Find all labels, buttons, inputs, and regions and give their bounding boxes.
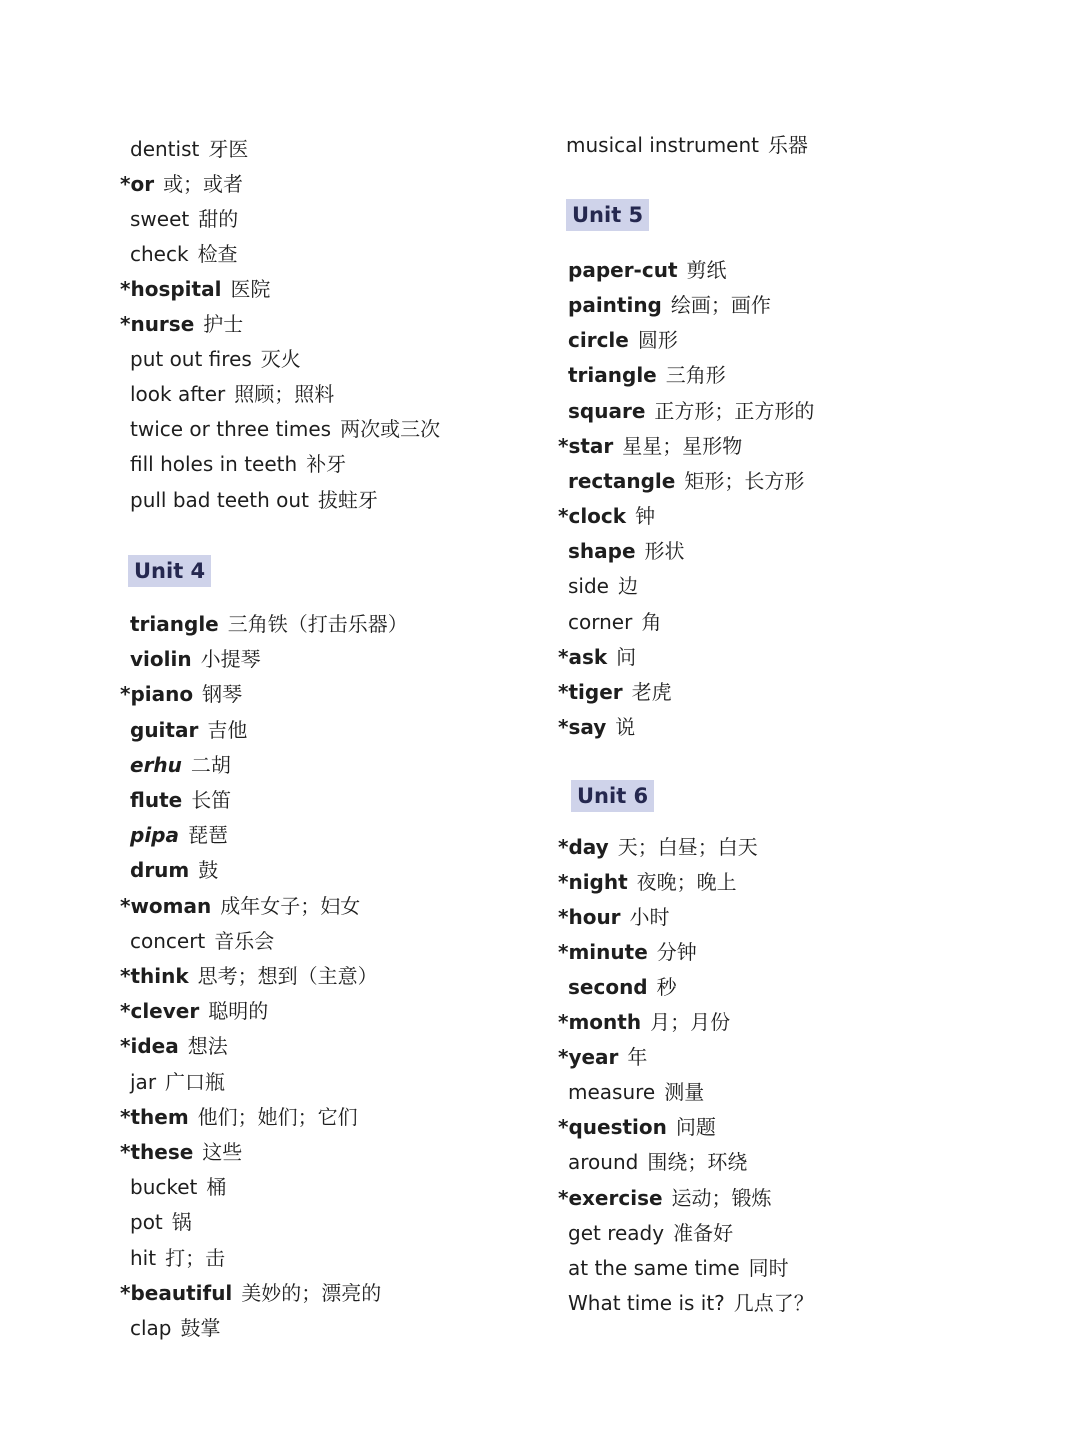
vocab-meaning: 打；击 xyxy=(165,1245,226,1270)
vocab-word: clap xyxy=(130,1316,172,1340)
vocab-meaning: 鼓掌 xyxy=(180,1316,221,1340)
vocab-word: paper-cut xyxy=(568,258,678,282)
vocab-word: drum xyxy=(130,858,190,883)
vocab-word: *woman xyxy=(120,893,212,918)
vocab-word: look after xyxy=(130,382,226,407)
vocab-entry xyxy=(568,292,771,318)
vocab-word: *clock xyxy=(558,504,627,529)
vocab-entry xyxy=(130,822,228,848)
vocab-entry xyxy=(558,1185,772,1211)
vocab-entry xyxy=(120,998,268,1024)
vocab-meaning: 牙医 xyxy=(208,137,249,161)
vocab-entry xyxy=(130,1174,226,1200)
vocab-entry xyxy=(130,487,378,513)
vocab-word: measure xyxy=(568,1080,656,1105)
vocab-word: erhu xyxy=(130,752,182,777)
vocab-meaning: 准备好 xyxy=(673,1220,734,1245)
vocab-entry xyxy=(130,1209,192,1235)
vocab-meaning: 夜晚；晚上 xyxy=(636,870,737,895)
vocab-word: *nurse xyxy=(120,312,195,337)
vocab-entry xyxy=(120,1033,228,1059)
vocab-meaning: 钢琴 xyxy=(202,682,243,707)
vocab-entry xyxy=(120,1139,242,1165)
vocab-entry xyxy=(568,327,678,353)
vocab-meaning: 灭火 xyxy=(260,347,301,372)
vocab-word: *clever xyxy=(120,999,200,1024)
vocab-entry xyxy=(130,1315,221,1341)
vocab-entry xyxy=(130,646,261,672)
vocab-word: at the same time xyxy=(568,1255,740,1280)
vocab-entry xyxy=(120,681,242,707)
vocab-entry xyxy=(130,451,346,477)
vocab-meaning: 测量 xyxy=(664,1080,705,1105)
vocab-word: circle xyxy=(568,328,629,353)
vocab-meaning: 同时 xyxy=(748,1255,789,1280)
vocab-word: pot xyxy=(130,1210,163,1235)
vocab-entry xyxy=(568,1220,733,1246)
vocab-entry xyxy=(568,609,661,635)
vocab-entry xyxy=(558,644,636,670)
vocab-entry xyxy=(558,904,670,930)
vocab-meaning: 补牙 xyxy=(306,452,347,477)
vocab-meaning: 正方形；正方形的 xyxy=(654,398,815,423)
vocab-meaning: 矩形；长方形 xyxy=(684,468,805,493)
vocab-entry xyxy=(120,171,243,197)
vocab-meaning: 问 xyxy=(616,644,637,669)
vocab-meaning: 说 xyxy=(615,714,636,739)
vocab-meaning: 他们；她们；它们 xyxy=(197,1104,358,1129)
vocab-word: *minute xyxy=(558,940,648,965)
vocab-entry xyxy=(568,1149,747,1175)
vocab-meaning: 运动；锻炼 xyxy=(671,1185,772,1210)
vocab-meaning: 老虎 xyxy=(631,679,672,704)
vocab-meaning: 成年女子；妇女 xyxy=(220,893,361,918)
vocab-entry xyxy=(130,1069,225,1095)
vocab-entry xyxy=(130,611,408,637)
vocab-word: *these xyxy=(120,1140,194,1164)
vocab-word: triangle xyxy=(130,612,219,636)
vocab-word: *month xyxy=(558,1010,642,1035)
vocab-word: hit xyxy=(130,1245,157,1270)
vocab-meaning: 甜的 xyxy=(198,207,239,232)
vocab-entry xyxy=(120,276,270,302)
vocab-word: *think xyxy=(120,964,189,988)
vocab-entry xyxy=(558,1044,647,1070)
vocab-entry xyxy=(120,963,378,989)
vocab-word: *piano xyxy=(120,682,194,707)
vocab-entry xyxy=(568,468,804,494)
vocab-meaning: 小时 xyxy=(629,905,670,930)
vocab-meaning: 三角形 xyxy=(665,363,726,388)
vocab-meaning: 吉他 xyxy=(207,717,248,742)
vocab-word: square xyxy=(568,398,646,423)
vocab-meaning: 三角铁（打击乐器） xyxy=(227,612,408,636)
vocab-entry xyxy=(566,132,808,158)
vocab-meaning: 长笛 xyxy=(191,788,232,812)
vocab-word: violin xyxy=(130,647,192,672)
vocab-entry xyxy=(568,538,685,564)
vocab-meaning: 广口瓶 xyxy=(165,1069,226,1094)
vocab-entry xyxy=(558,503,655,529)
vocab-word: *night xyxy=(558,870,628,895)
vocab-meaning: 桶 xyxy=(206,1175,227,1200)
unit-4-heading: Unit 4 xyxy=(128,555,211,587)
vocab-meaning: 天；白昼；白天 xyxy=(617,835,758,859)
vocab-entry xyxy=(568,257,727,283)
vocab-meaning: 护士 xyxy=(203,312,244,337)
vocab-word: rectangle xyxy=(568,468,676,493)
vocab-word: get ready xyxy=(568,1220,665,1245)
vocab-entry xyxy=(130,206,238,232)
vocab-entry xyxy=(130,241,238,267)
vocab-entry xyxy=(558,714,635,740)
unit-5-heading: Unit 5 xyxy=(566,199,649,231)
vocab-meaning: 绘画；画作 xyxy=(670,293,771,318)
vocab-meaning: 或；或者 xyxy=(163,172,244,197)
vocab-word: corner xyxy=(568,609,633,634)
vocab-word: sweet xyxy=(130,207,190,232)
vocab-meaning: 乐器 xyxy=(768,133,808,157)
vocab-meaning: 边 xyxy=(617,574,638,599)
vocab-entry xyxy=(120,893,360,919)
vocab-entry xyxy=(130,416,440,442)
vocab-meaning: 聪明的 xyxy=(208,999,269,1024)
vocab-word: check xyxy=(130,242,189,267)
vocab-word: *them xyxy=(120,1104,189,1129)
vocab-meaning: 锅 xyxy=(171,1210,192,1235)
vocab-meaning: 剪纸 xyxy=(686,258,727,282)
vocab-entry xyxy=(558,834,758,860)
vocab-word: *hour xyxy=(558,905,621,930)
vocab-entry xyxy=(568,1255,789,1281)
vocab-word: *hospital xyxy=(120,277,222,302)
vocab-meaning: 美妙的；漂亮的 xyxy=(241,1280,382,1305)
vocab-meaning: 照顾；照料 xyxy=(234,382,335,407)
vocab-meaning: 形状 xyxy=(644,539,685,564)
vocab-meaning: 围绕；环绕 xyxy=(647,1150,748,1175)
vocab-word: *idea xyxy=(120,1034,179,1059)
vocab-entry xyxy=(558,679,672,705)
vocab-meaning: 检查 xyxy=(197,242,238,267)
vocab-word: triangle xyxy=(568,363,657,388)
vocab-meaning: 秒 xyxy=(656,975,677,1000)
vocab-word: *exercise xyxy=(558,1185,663,1210)
vocab-entry xyxy=(130,381,334,407)
vocab-entry xyxy=(130,717,247,743)
vocab-meaning: 琵琶 xyxy=(187,823,228,848)
vocab-word: concert xyxy=(130,928,206,953)
vocab-meaning: 鼓 xyxy=(198,858,219,883)
vocab-entry xyxy=(130,752,231,778)
vocab-meaning: 圆形 xyxy=(637,328,678,353)
vocab-word: *question xyxy=(558,1115,667,1140)
vocab-word: around xyxy=(568,1150,639,1175)
vocab-entry xyxy=(558,1114,716,1140)
vocab-meaning: 问题 xyxy=(675,1115,716,1140)
vocab-word: painting xyxy=(568,293,662,318)
vocab-word: pipa xyxy=(130,823,179,848)
vocab-entry xyxy=(568,573,638,599)
vocab-entry xyxy=(558,939,697,965)
vocab-word: *star xyxy=(558,433,614,458)
vocab-word: guitar xyxy=(130,717,199,742)
vocab-word: fill holes in teeth xyxy=(130,452,298,477)
unit-6-heading: Unit 6 xyxy=(571,780,654,812)
vocab-entry xyxy=(568,398,814,424)
vocab-word: What time is it? xyxy=(568,1290,725,1315)
vocab-entry xyxy=(130,928,274,954)
vocab-meaning: 年 xyxy=(627,1045,648,1070)
vocab-entry xyxy=(130,136,248,162)
vocab-meaning: 分钟 xyxy=(656,940,697,965)
vocab-entry xyxy=(558,869,737,895)
vocab-word: put out fires xyxy=(130,347,252,372)
vocab-word: *beautiful xyxy=(120,1280,233,1305)
vocab-meaning: 医院 xyxy=(230,277,271,302)
vocab-meaning: 两次或三次 xyxy=(340,417,441,442)
vocab-entry xyxy=(130,346,301,372)
vocab-word: second xyxy=(568,975,648,1000)
vocab-meaning: 角 xyxy=(641,609,662,634)
vocab-entry xyxy=(568,362,726,388)
vocab-entry xyxy=(558,1009,730,1035)
vocab-entry xyxy=(130,857,218,883)
vocab-word: *ask xyxy=(558,644,608,669)
vocab-word: shape xyxy=(568,539,636,564)
vocab-word: side xyxy=(568,574,609,599)
vocab-word: *tiger xyxy=(558,679,623,704)
vocab-meaning: 二胡 xyxy=(190,752,231,777)
vocab-entry xyxy=(130,1245,225,1271)
vocab-word: *or xyxy=(120,172,155,197)
vocab-word: twice or three times xyxy=(130,417,332,442)
vocab-meaning: 想法 xyxy=(187,1034,228,1059)
vocab-meaning: 拔蛀牙 xyxy=(317,487,378,512)
vocab-entry xyxy=(568,1290,814,1316)
vocab-meaning: 星星；星形物 xyxy=(622,433,743,458)
vocab-meaning: 思考；想到（主意） xyxy=(197,964,378,988)
vocab-entry xyxy=(130,787,231,813)
vocab-word: bucket xyxy=(130,1175,198,1200)
vocab-word: *say xyxy=(558,714,607,739)
vocab-entry xyxy=(568,1079,704,1105)
vocab-entry xyxy=(120,311,243,337)
vocab-meaning: 这些 xyxy=(202,1140,243,1164)
vocab-word: *year xyxy=(558,1045,619,1070)
vocab-word: jar xyxy=(130,1069,157,1094)
vocab-word: pull bad teeth out xyxy=(130,487,309,512)
vocab-meaning: 小提琴 xyxy=(200,647,261,672)
vocab-entry xyxy=(568,974,677,1000)
vocab-meaning: 音乐会 xyxy=(214,928,275,953)
vocab-meaning: 月；月份 xyxy=(650,1010,731,1035)
vocab-entry xyxy=(120,1280,381,1306)
vocab-word: dentist xyxy=(130,137,200,161)
vocab-meaning: 钟 xyxy=(635,504,656,529)
vocab-word: *day xyxy=(558,835,609,859)
vocab-meaning: 几点了？ xyxy=(733,1290,814,1315)
vocab-word: musical instrument xyxy=(566,133,759,157)
vocab-entry xyxy=(558,433,742,459)
vocab-entry xyxy=(120,1104,358,1130)
vocab-word: flute xyxy=(130,788,183,812)
